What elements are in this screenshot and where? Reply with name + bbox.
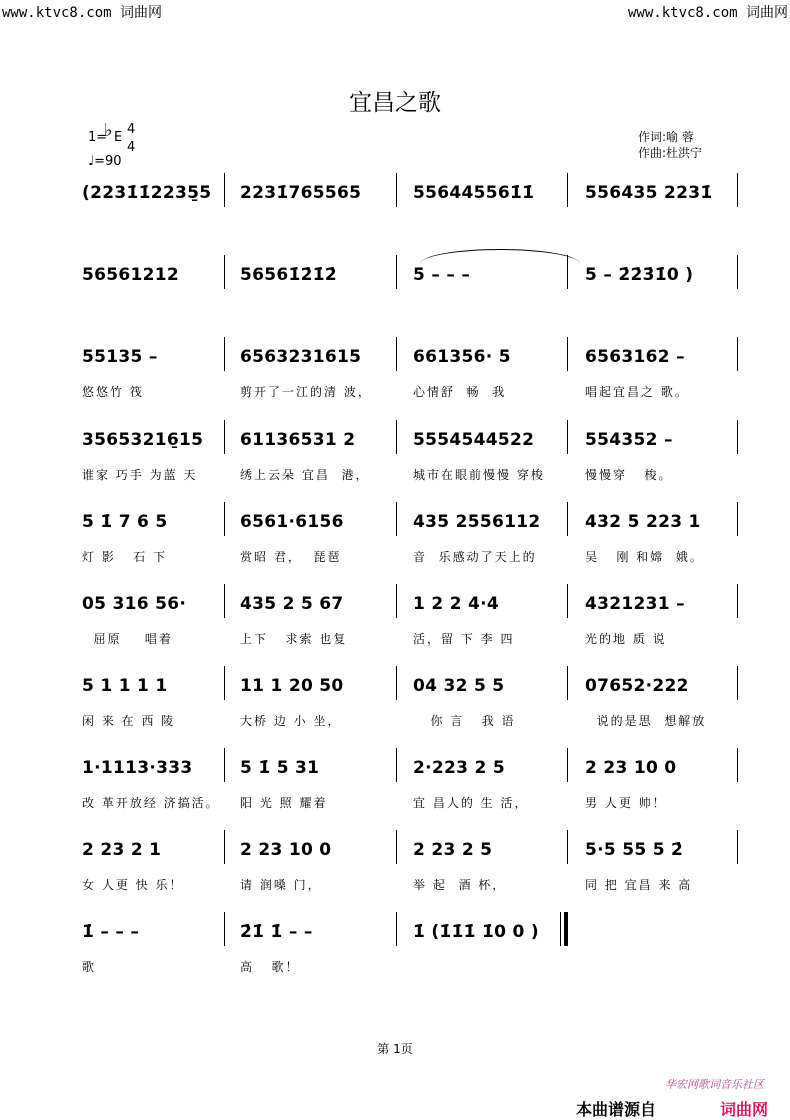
measure-lyric: 灯 影 石 下	[82, 550, 168, 564]
bar-line	[224, 255, 225, 289]
measure-notes: 554352 –	[585, 430, 673, 450]
measure-notes: 2 23 10 0	[585, 758, 677, 778]
measure-lyric: 女 人更 快 乐！	[82, 878, 184, 892]
bar-line	[224, 502, 225, 536]
measure-notes: 11 1 20 50	[240, 676, 344, 696]
page-title: 宜昌之歌	[349, 90, 441, 116]
watermark: 华宏网歌词音乐社区	[665, 1078, 764, 1091]
measure-notes: (2231̇1̇2235̱5	[82, 183, 212, 203]
bar-line	[567, 666, 568, 700]
measure-lyric: 你 言 我 语	[413, 714, 516, 728]
measure-lyric: 请 润嗓 门，	[240, 878, 322, 892]
bar-line	[396, 502, 397, 536]
bar-line	[737, 255, 738, 289]
measure-notes: 556435 2231̇	[585, 183, 713, 203]
measure-lyric: 说的是思 想解放	[585, 714, 707, 728]
bar-line	[396, 420, 397, 454]
bar-line	[396, 748, 397, 782]
measure-lyric: 屈原 唱着	[82, 632, 173, 646]
measure-notes: 5 – 2̇2̇3̇1̇0 )	[585, 265, 694, 285]
bar-line	[737, 420, 738, 454]
measure-lyric: 慢慢穿 梭。	[585, 468, 673, 482]
measure-notes: 04 32 5 5	[413, 676, 505, 696]
measure-notes: 2̇1̇ 1̇ – –	[240, 922, 313, 942]
bar-line	[224, 173, 225, 207]
measure-lyric: 吴 刚 和嫦 娥。	[585, 550, 704, 564]
bar-line	[396, 912, 397, 946]
measure-notes: 55135 –	[82, 347, 158, 367]
measure-lyric: 上下 求索 也复	[240, 632, 348, 646]
measure-notes: 35653216̱15	[82, 430, 204, 450]
measure-notes: 2 23 2 5	[413, 840, 493, 860]
measure-notes: 56561̇2̇1̇2̇	[240, 265, 338, 285]
bar-line	[396, 584, 397, 618]
header-right[interactable]: www.ktvc8.com 词曲网	[628, 5, 789, 21]
measure-notes: 6563162 –	[585, 347, 685, 367]
measure-notes: 61136531 2	[240, 430, 356, 450]
bar-line	[737, 584, 738, 618]
bar-line	[224, 337, 225, 371]
measure-notes: 5·5 55 5 2̇	[585, 840, 684, 860]
bar-line	[224, 420, 225, 454]
final-bar-thick	[564, 912, 567, 946]
bar-line	[567, 502, 568, 536]
final-bar-thin	[560, 912, 561, 946]
bar-line	[396, 337, 397, 371]
measure-lyric: 阳 光 照 耀着	[240, 796, 328, 810]
time-signature-top: 4	[127, 122, 136, 137]
bar-line	[567, 337, 568, 371]
measure-lyric: 高 歌！	[240, 960, 300, 974]
measure-notes: 2231̇765565	[240, 183, 362, 203]
measure-lyric: 大桥 边 小 坐，	[240, 714, 342, 728]
header-left[interactable]: www.ktvc8.com 词曲网	[2, 5, 163, 21]
measure-lyric: 心情舒 畅 我	[413, 385, 507, 399]
measure-notes: 5 1̇ 7 6 5	[82, 512, 168, 532]
bar-line	[224, 666, 225, 700]
bar-line	[224, 912, 225, 946]
measure-notes: 556445561̇1̇	[413, 183, 535, 203]
measure-notes: 2·223 2 5	[413, 758, 505, 778]
bar-line	[396, 666, 397, 700]
measure-notes: 5554544522	[413, 430, 535, 450]
measure-notes: 5 1 1 1 1	[82, 676, 168, 696]
bar-line	[737, 337, 738, 371]
measure-notes: 661356· 5	[413, 347, 511, 367]
tie-arc	[420, 249, 580, 264]
bar-line	[567, 173, 568, 207]
measure-notes: 56561212	[82, 265, 180, 285]
bar-line	[224, 748, 225, 782]
bar-line	[567, 912, 568, 946]
measure-lyric: 光的地 质 说	[585, 632, 667, 646]
bar-line	[737, 666, 738, 700]
measure-notes: 07652·222	[585, 676, 689, 696]
measure-lyric: 举 起 酒 杯，	[413, 878, 507, 892]
measure-notes: 1̇ (1̇1̇1̇ 1̇0 0 )	[413, 922, 539, 942]
bar-line	[224, 830, 225, 864]
measure-lyric: 剪开了一江的清 波，	[240, 385, 372, 399]
measure-notes: 6563231615	[240, 347, 362, 367]
measure-notes: 1 2 2 4·4	[413, 594, 500, 614]
measure-notes: 4321231 –	[585, 594, 685, 614]
measure-lyric: 城市在眼前慢慢 穿梭	[413, 468, 545, 482]
bar-line	[567, 584, 568, 618]
bar-line	[737, 830, 738, 864]
measure-notes: 6561·6156	[240, 512, 344, 532]
measure-lyric: 歌	[82, 960, 97, 974]
measure-notes: 5 1̇ 5 31	[240, 758, 320, 778]
measure-notes: 2 23 10 0	[240, 840, 332, 860]
measure-lyric: 悠悠竹 筏	[82, 385, 144, 399]
source-label: 本曲谱源自	[576, 1100, 657, 1119]
flat-sign: ♭	[104, 120, 113, 141]
measure-notes: 5 – – –	[413, 265, 471, 285]
measure-notes: 05 316 56·	[82, 594, 187, 614]
site-logo[interactable]: 词曲网	[720, 1100, 769, 1119]
bar-line	[396, 830, 397, 864]
key-letter: E	[114, 130, 123, 145]
key-prefix: 1=	[88, 130, 108, 145]
measure-lyric: 音 乐感动了天上的	[413, 550, 537, 564]
measure-lyric: 赏昭 君， 琵琶	[240, 550, 342, 564]
bar-line	[737, 173, 738, 207]
measure-lyric: 宜 昌人的 生 活，	[413, 796, 529, 810]
bar-line	[396, 173, 397, 207]
measure-notes: 2 23 2 1	[82, 840, 162, 860]
measure-lyric: 闲 来 在 西 陵	[82, 714, 176, 728]
measure-lyric: 活，留 下 李 四	[413, 632, 515, 646]
measure-lyric: 绣上云朵 宜昌 港，	[240, 468, 370, 482]
measure-lyric: 男 人更 帅！	[585, 796, 667, 810]
composer-credit: 作曲:杜洪宁	[638, 146, 703, 160]
bar-line	[737, 502, 738, 536]
measure-lyric: 谁家 巧手 为蓝 天	[82, 468, 198, 482]
bar-line	[224, 584, 225, 618]
measure-notes: 435 2556112	[413, 512, 541, 532]
measure-notes: 435 2 5 67	[240, 594, 344, 614]
bar-line	[567, 748, 568, 782]
bar-line	[567, 420, 568, 454]
measure-notes: 1̇ – – –	[82, 922, 140, 942]
measure-notes: 1·1113·333	[82, 758, 193, 778]
tempo-mark: ♩=90	[88, 154, 122, 169]
measure-lyric: 同 把 宜昌 来 高	[585, 878, 693, 892]
bar-line	[396, 255, 397, 289]
bar-line	[737, 748, 738, 782]
measure-lyric: 唱起宜昌之 歌。	[585, 385, 689, 399]
measure-notes: 432 5 223 1	[585, 512, 701, 532]
measure-lyric: 改 革开放经 济搞活。	[82, 796, 220, 810]
page-number: 第 1页	[377, 1042, 413, 1056]
time-signature-bottom: 4	[127, 140, 136, 155]
lyricist-credit: 作词:喻 蓉	[638, 130, 694, 144]
bar-line	[567, 830, 568, 864]
